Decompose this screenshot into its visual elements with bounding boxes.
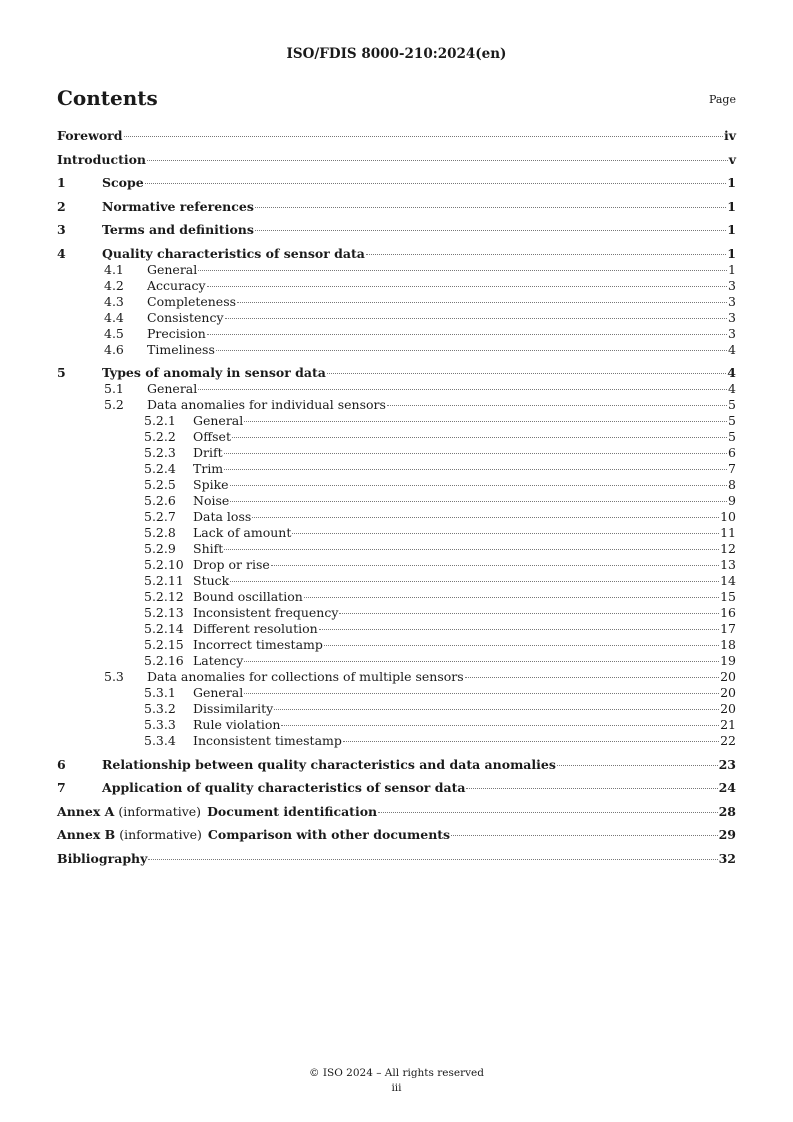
toc-entry[interactable] [57, 445, 736, 461]
toc-entry-number: 5.2.9 [144, 541, 176, 556]
toc-entry[interactable] [57, 685, 736, 701]
toc-dot-leader [224, 469, 727, 470]
table-of-contents [57, 128, 736, 867]
toc-dot-leader [147, 160, 728, 161]
toc-entry-page: 3 [728, 277, 736, 293]
toc-dot-leader [230, 485, 728, 486]
toc-entry-number: 4.3 [104, 293, 124, 309]
toc-entry-title: Application of quality characteristics of sensor data [102, 780, 466, 795]
toc-entry[interactable] [57, 557, 736, 573]
toc-entry[interactable] [57, 128, 736, 144]
toc-entry-title: Introduction [57, 151, 147, 167]
toc-entry-page: 5 [728, 413, 736, 428]
toc-entry-page: iv [723, 128, 736, 143]
toc-entry-page: 1 [728, 261, 736, 277]
toc-entry[interactable] [57, 310, 736, 326]
toc-entry[interactable] [57, 701, 736, 717]
toc-entry-number: 5 [57, 365, 66, 380]
toc-entry-title: Consistency [147, 309, 224, 325]
toc-entry[interactable] [57, 804, 736, 820]
toc-entry[interactable] [57, 152, 736, 168]
toc-dot-leader [244, 421, 727, 422]
toc-entry-page: 1 [727, 222, 736, 237]
toc-entry-number: 5.3 [104, 669, 124, 684]
toc-dot-leader [557, 765, 718, 766]
toc-entry-page: 1 [727, 198, 736, 214]
toc-entry-page: 19 [720, 653, 736, 668]
toc-entry-title: Lack of amount [193, 525, 292, 540]
toc-entry-page: 11 [720, 525, 736, 540]
toc-entry-page: 17 [720, 621, 736, 636]
toc-entry-number: 5.1 [104, 381, 124, 396]
document-header: ISO/FDIS 8000-210:2024(en) [286, 46, 507, 62]
toc-entry-number: 5.2.12 [144, 589, 184, 604]
toc-entry[interactable] [57, 175, 736, 191]
toc-entry-title: Foreword [57, 128, 123, 143]
toc-entry-page: 8 [728, 477, 736, 492]
toc-entry-page: 4 [728, 341, 736, 357]
toc-entry-title: Types of anomaly in sensor data [102, 365, 326, 380]
toc-entry[interactable] [57, 429, 736, 445]
toc-entry-title: Normative references [102, 198, 254, 214]
toc-entry-number: 4.2 [104, 277, 124, 293]
toc-entry-title: General [193, 413, 244, 428]
toc-entry[interactable] [57, 477, 736, 493]
toc-dot-leader [387, 405, 727, 406]
toc-entry[interactable] [57, 653, 736, 669]
toc-entry[interactable] [57, 199, 736, 215]
toc-entry-page: 7 [728, 461, 736, 476]
toc-dot-leader [216, 350, 727, 351]
toc-dot-leader [252, 517, 719, 518]
toc-entry-title: Data loss [193, 509, 252, 524]
toc-entry-number: 5.2.4 [144, 461, 176, 476]
toc-entry-page: 5 [728, 397, 736, 412]
toc-entry-title: Data anomalies for collections of multiple sensors [147, 669, 464, 684]
page-number: iii [391, 1082, 402, 1094]
toc-dot-leader [198, 270, 727, 271]
toc-annex-label: Annex A [57, 803, 115, 819]
toc-dot-leader [271, 565, 719, 566]
contents-title: Contents [57, 86, 158, 110]
toc-entry-number: 5.3.2 [144, 701, 176, 716]
toc-entry-number: 5.2.13 [144, 605, 184, 620]
toc-entry-number: 4.4 [104, 309, 124, 325]
toc-dot-leader [304, 597, 719, 598]
toc-entry-title: Quality characteristics of sensor data [102, 245, 365, 261]
toc-entry[interactable] [57, 262, 736, 278]
toc-entry-number: 5.2 [104, 397, 124, 412]
toc-entry-title: Spike [193, 477, 229, 492]
toc-entry-page: 4 [727, 365, 736, 380]
toc-entry[interactable] [57, 733, 736, 749]
toc-dot-leader [465, 677, 719, 678]
toc-entry[interactable] [57, 509, 736, 525]
toc-entry-page: 1 [727, 245, 736, 261]
toc-entry-page: 10 [720, 509, 736, 524]
toc-entry-title: Offset [193, 429, 231, 444]
toc-dot-leader [198, 389, 727, 390]
toc-entry-number: 5.2.3 [144, 445, 176, 460]
toc-entry-title: Incorrect timestamp [193, 637, 323, 652]
toc-annex-informative: (informative) [118, 803, 202, 819]
toc-entry-number: 5.2.2 [144, 429, 176, 444]
toc-entry-page: 20 [720, 701, 736, 716]
toc-entry-number: 5.3.3 [144, 717, 176, 732]
toc-entry-number: 5.3.4 [144, 733, 176, 748]
toc-annex-informative: (informative) [119, 827, 202, 842]
toc-entry-number: 5.2.5 [144, 477, 176, 492]
toc-entry[interactable] [57, 757, 736, 773]
toc-dot-leader [237, 302, 727, 303]
toc-entry-page: 15 [720, 589, 736, 604]
toc-entry-number: 5.2.8 [144, 525, 176, 540]
toc-entry-title: Different resolution [193, 621, 318, 636]
toc-entry-title: Inconsistent timestamp [193, 733, 342, 748]
toc-dot-leader [466, 788, 717, 789]
copyright-notice: © ISO 2024 – All rights reserved [309, 1067, 484, 1079]
toc-dot-leader [324, 645, 719, 646]
toc-dot-leader [281, 725, 719, 726]
toc-dot-leader [255, 230, 726, 231]
toc-dot-leader [378, 812, 717, 813]
toc-entry-number: 1 [57, 175, 66, 190]
toc-dot-leader [207, 334, 727, 335]
toc-entry-page: 5 [728, 429, 736, 444]
toc-entry-page: 21 [720, 717, 736, 732]
toc-entry-page: 3 [728, 309, 736, 325]
toc-entry-title: Timeliness [147, 341, 215, 357]
toc-dot-leader [292, 533, 719, 534]
toc-entry[interactable] [57, 525, 736, 541]
toc-dot-leader [124, 136, 723, 137]
toc-entry-number: 3 [57, 222, 66, 237]
toc-annex-label: Annex B [57, 827, 116, 842]
toc-entry[interactable] [57, 621, 736, 637]
toc-entry-page: 4 [728, 381, 736, 396]
toc-entry-title: Latency [193, 653, 244, 668]
toc-entry[interactable] [57, 780, 736, 796]
toc-dot-leader [451, 835, 718, 836]
toc-entry-title: Data anomalies for individual sensors [147, 397, 386, 412]
toc-entry-title: Bibliography [57, 850, 148, 866]
toc-entry-title: Stuck [193, 573, 230, 588]
toc-entry[interactable] [57, 493, 736, 509]
toc-dot-leader [244, 693, 719, 694]
toc-entry-title: Rule violation [193, 717, 281, 732]
toc-entry[interactable] [57, 222, 736, 238]
toc-dot-leader [145, 183, 727, 184]
toc-entry-title: Accuracy [147, 277, 206, 293]
toc-entry[interactable] [57, 605, 736, 621]
toc-entry-page: 3 [728, 325, 736, 341]
toc-entry[interactable] [57, 365, 736, 381]
toc-entry-number: 6 [57, 756, 66, 772]
toc-dot-leader [224, 453, 727, 454]
toc-entry-title: General [193, 685, 244, 700]
toc-entry-number: 5.3.1 [144, 685, 176, 700]
toc-entry-page: 20 [720, 685, 736, 700]
toc-entry-page: 13 [720, 557, 736, 572]
toc-entry[interactable] [57, 573, 736, 589]
page-footer [0, 1066, 793, 1096]
toc-entry[interactable] [57, 342, 736, 358]
toc-entry-title: Shift [193, 541, 224, 556]
toc-dot-leader [343, 741, 719, 742]
toc-entry-number: 5.2.11 [144, 573, 184, 588]
toc-entry-title: Precision [147, 325, 206, 341]
toc-dot-leader [255, 207, 726, 208]
toc-entry[interactable] [57, 413, 736, 429]
toc-entry-page: 20 [720, 669, 736, 684]
toc-entry-page: 29 [718, 827, 736, 842]
toc-entry-number: 5.2.14 [144, 621, 184, 636]
toc-entry-title: General [147, 381, 198, 396]
toc-entry-number: 7 [57, 780, 66, 795]
toc-dot-leader [224, 549, 719, 550]
toc-entry[interactable] [57, 669, 736, 685]
toc-entry-number: 4 [57, 245, 66, 261]
toc-entry-page: 16 [720, 605, 736, 620]
toc-entry-page: 24 [718, 780, 736, 795]
toc-entry-title: Terms and definitions [102, 222, 254, 237]
toc-entry-number: 4.1 [104, 261, 124, 277]
toc-entry-title: Drop or rise [193, 557, 270, 572]
toc-entry-page: 14 [720, 573, 736, 588]
toc-entry-page: 12 [720, 541, 736, 556]
toc-entry[interactable] [57, 589, 736, 605]
toc-entry[interactable] [57, 717, 736, 733]
toc-entry[interactable] [57, 827, 736, 843]
toc-entry-page: 28 [718, 803, 736, 819]
toc-entry-number: 5.2.10 [144, 557, 184, 572]
toc-entry[interactable] [57, 541, 736, 557]
toc-entry-page: 22 [720, 733, 736, 748]
toc-entry-title: Noise [193, 493, 230, 508]
toc-entry-title: Scope [102, 175, 144, 190]
toc-entry-page: 18 [720, 637, 736, 652]
toc-entry[interactable] [57, 278, 736, 294]
toc-entry-number: 4.6 [104, 341, 124, 357]
toc-entry-title: General [147, 261, 198, 277]
toc-entry[interactable] [57, 461, 736, 477]
toc-entry-number: 4.5 [104, 325, 124, 341]
toc-entry-title: Bound oscillation [193, 589, 303, 604]
toc-entry-number: 5.2.1 [144, 413, 176, 428]
toc-entry-number: 2 [57, 198, 66, 214]
toc-entry-title: Comparison with other documents [207, 827, 451, 842]
toc-entry[interactable] [57, 326, 736, 342]
toc-entry[interactable] [57, 397, 736, 413]
toc-dot-leader [319, 629, 719, 630]
toc-dot-leader [230, 581, 719, 582]
toc-entry[interactable] [57, 851, 736, 867]
toc-entry-title: Document identification [207, 803, 378, 819]
toc-dot-leader [148, 859, 717, 860]
toc-entry-page: 32 [718, 850, 736, 866]
toc-entry-number: 5.2.16 [144, 653, 184, 668]
toc-entry-number: 5.2.15 [144, 637, 184, 652]
toc-dot-leader [230, 501, 727, 502]
toc-entry[interactable] [57, 294, 736, 310]
toc-dot-leader [339, 613, 719, 614]
toc-dot-leader [274, 709, 719, 710]
toc-dot-leader [244, 661, 719, 662]
toc-dot-leader [327, 373, 726, 374]
toc-entry-title: Dissimilarity [193, 701, 274, 716]
toc-entry[interactable] [57, 246, 736, 262]
toc-entry-page: 9 [728, 493, 736, 508]
toc-dot-leader [232, 437, 727, 438]
toc-dot-leader [366, 254, 726, 255]
toc-entry-page: 23 [718, 756, 736, 772]
toc-dot-leader [225, 318, 728, 319]
toc-entry-page: 3 [728, 293, 736, 309]
toc-dot-leader [207, 286, 727, 287]
toc-entry-number: 5.2.6 [144, 493, 176, 508]
page-column-label: Page [708, 93, 736, 106]
toc-entry[interactable] [57, 637, 736, 653]
toc-entry-title: Completeness [147, 293, 237, 309]
toc-entry-title: Relationship between quality characteristics and data anomalies [102, 756, 556, 772]
toc-entry-page: v [728, 151, 736, 167]
toc-entry-title: Drift [193, 445, 223, 460]
toc-entry-title: Inconsistent frequency [193, 605, 339, 620]
toc-entry-number: 5.2.7 [144, 509, 176, 524]
toc-entry-title: Trim [193, 461, 224, 476]
toc-entry-page: 1 [727, 175, 736, 190]
toc-entry-page: 6 [728, 445, 736, 460]
toc-entry[interactable] [57, 381, 736, 397]
